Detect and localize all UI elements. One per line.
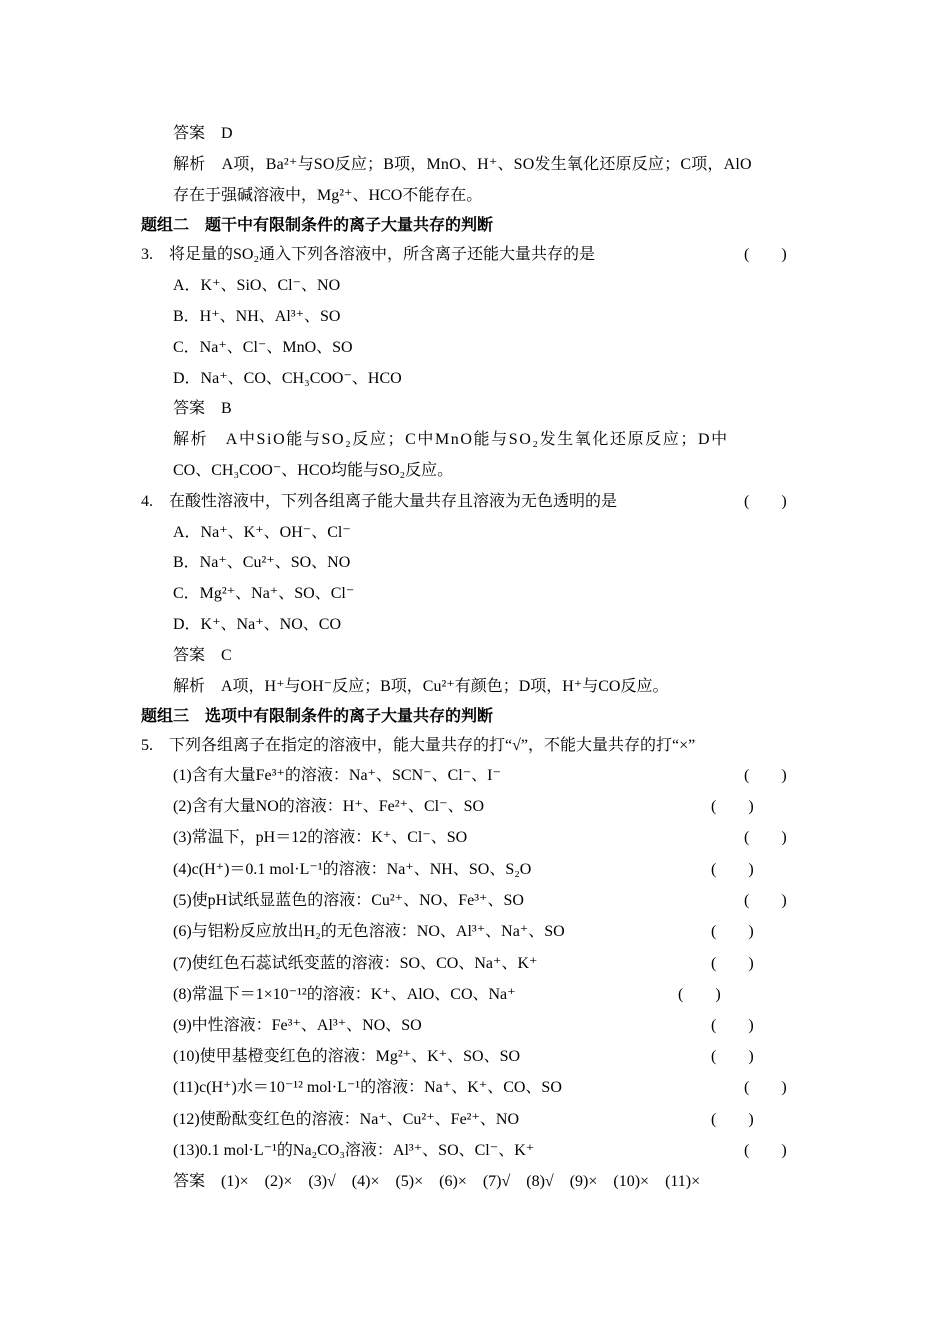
q3-analysis-line1: 解析 A中SiO能与SO₂反应；C中MnO能与SO₂发生氧化还原反应；D中 xyxy=(173,431,729,448)
q2-analysis-line2: 存在于强碱溶液中，Mg²⁺、HCO不能存在。 xyxy=(173,187,483,204)
q5-answer: 答案 (1)× (2)× (3)√ (4)× (5)× (6)× (7)√ (8)√ (9)× (10)× (11)× xyxy=(173,1173,701,1190)
q4-answer: 答案 C xyxy=(173,647,232,664)
q5-item-11: (11)c(H⁺)水＝10⁻¹² mol·L⁻¹的溶液：Na⁺、K⁺、CO、SO xyxy=(173,1079,562,1096)
q5-item-9: (9)中性溶液：Fe³⁺、Al³⁺、NO、SO xyxy=(173,1017,422,1034)
q5-item-13: (13)0.1 mol·L⁻¹的Na₂CO₃溶液：Al³⁺、SO、Cl⁻、K⁺ xyxy=(173,1142,535,1159)
q4-option-b: B．Na⁺、Cu²⁺、SO、NO xyxy=(173,554,351,571)
group3-title: 题组三 选项中有限制条件的离子大量共存的判断 xyxy=(141,708,494,725)
q5-item-2: (2)含有大量NO的溶液：H⁺、Fe²⁺、Cl⁻、SO xyxy=(173,798,485,815)
q3-option-a: A．K⁺、SiO、Cl⁻、NO xyxy=(173,277,341,294)
q3-answer: 答案 B xyxy=(173,400,232,417)
q5-item-12-paren: ( ) xyxy=(711,1111,754,1128)
q3-option-b: B．H⁺、NH、Al³⁺、SO xyxy=(173,308,341,325)
q5-item-8: (8)常温下＝1×10⁻¹²的溶液：K⁺、AlO、CO、Na⁺ xyxy=(173,986,516,1003)
q5-item-3-paren: ( ) xyxy=(744,829,787,846)
q5-item-5-paren: ( ) xyxy=(744,892,787,909)
q4-option-c: C．Mg²⁺、Na⁺、SO、Cl⁻ xyxy=(173,585,355,602)
q5-item-9-paren: ( ) xyxy=(711,1017,754,1034)
q4-answer-paren: ( ) xyxy=(744,493,787,510)
q5-item-7-paren: ( ) xyxy=(711,955,754,972)
q5-item-5: (5)使pH试纸显蓝色的溶液：Cu²⁺、NO、Fe³⁺、SO xyxy=(173,892,524,909)
q3-stem: 3. 将足量的SO₂通入下列各溶液中，所含离子还能大量共存的是 xyxy=(141,246,596,263)
q4-analysis: 解析 A项，H⁺与OH⁻反应；B项，Cu²⁺有颜色；D项，H⁺与CO反应。 xyxy=(173,678,669,695)
q5-item-3: (3)常温下，pH＝12的溶液：K⁺、Cl⁻、SO xyxy=(173,829,468,846)
q3-option-c: C．Na⁺、Cl⁻、MnO、SO xyxy=(173,339,353,356)
q5-item-13-paren: ( ) xyxy=(744,1142,787,1159)
q2-answer: 答案 D xyxy=(173,125,233,142)
q5-item-8-paren: ( ) xyxy=(678,986,721,1003)
q5-item-11-paren: ( ) xyxy=(744,1079,787,1096)
q3-answer-paren: ( ) xyxy=(744,246,787,263)
q5-item-7: (7)使红色石蕊试纸变蓝的溶液：SO、CO、Na⁺、K⁺ xyxy=(173,955,538,972)
q4-stem: 4. 在酸性溶液中，下列各组离子能大量共存且溶液为无色透明的是 xyxy=(141,493,618,510)
q5-item-10-paren: ( ) xyxy=(711,1048,754,1065)
q5-item-6-paren: ( ) xyxy=(711,923,754,940)
q5-item-12: (12)使酚酞变红色的溶液：Na⁺、Cu²⁺、Fe²⁺、NO xyxy=(173,1111,520,1128)
q5-item-10: (10)使甲基橙变红色的溶液：Mg²⁺、K⁺、SO、SO xyxy=(173,1048,521,1065)
q5-item-6: (6)与铝粉反应放出H₂的无色溶液：NO、Al³⁺、Na⁺、SO xyxy=(173,923,565,940)
q2-analysis-line1: 解析 A项，Ba²⁺与SO反应；B项，MnO、H⁺、SO发生氧化还原反应；C项，AlO xyxy=(173,156,752,173)
q5-item-1: (1)含有大量Fe³⁺的溶液：Na⁺、SCN⁻、Cl⁻、I⁻ xyxy=(173,767,501,784)
q5-stem: 5. 下列各组离子在指定的溶液中，能大量共存的打“√”，不能大量共存的打“×” xyxy=(141,737,696,754)
q5-item-4-paren: ( ) xyxy=(711,861,754,878)
group2-title: 题组二 题干中有限制条件的离子大量共存的判断 xyxy=(141,217,494,234)
q5-item-4: (4)c(H⁺)＝0.1 mol·L⁻¹的溶液：Na⁺、NH、SO、S₂O xyxy=(173,861,532,878)
q3-analysis-line2: CO、CH₃COO⁻、HCO均能与SO₂反应。 xyxy=(173,462,454,479)
q5-item-1-paren: ( ) xyxy=(744,767,787,784)
q4-option-a: A．Na⁺、K⁺、OH⁻、Cl⁻ xyxy=(173,524,351,541)
q4-option-d: D．K⁺、Na⁺、NO、CO xyxy=(173,616,341,633)
q5-item-2-paren: ( ) xyxy=(711,798,754,815)
q3-option-d: D．Na⁺、CO、CH₃COO⁻、HCO xyxy=(173,370,402,387)
